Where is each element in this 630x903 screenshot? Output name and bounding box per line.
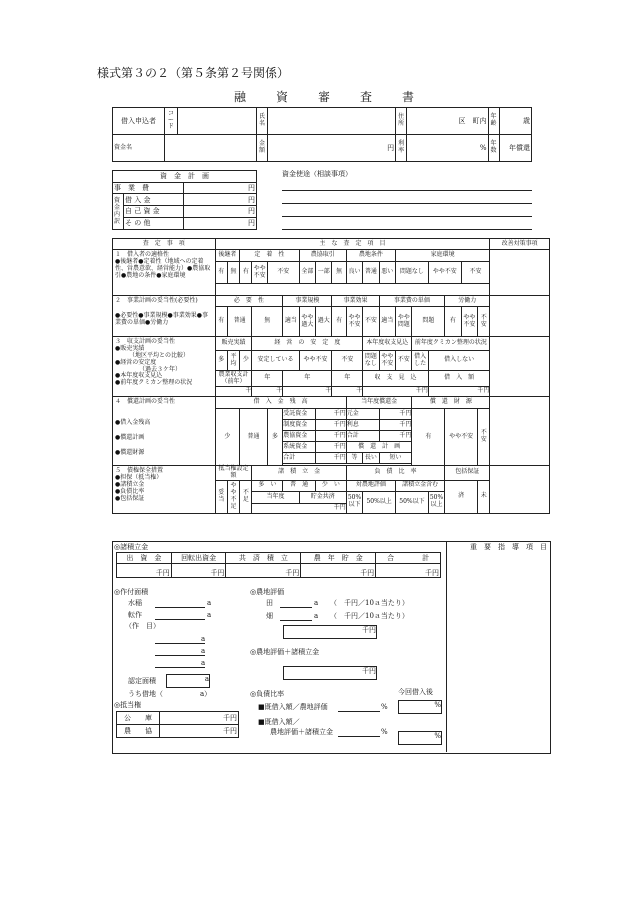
name-label: 氏名 xyxy=(257,108,268,135)
eval-total-box[interactable]: 千円 xyxy=(283,625,377,639)
option-cell[interactable]: 適当 xyxy=(283,307,299,337)
col-head: 家庭環境 xyxy=(396,250,490,262)
unit-cell: 千円 xyxy=(316,453,347,464)
applicant-table xyxy=(112,107,532,162)
header-main: 主 な 査 定 項 目 xyxy=(215,239,490,250)
section-desc: ●経営の安定度 xyxy=(115,358,157,366)
option-cell[interactable]: やや不安 xyxy=(428,262,461,284)
option-cell[interactable]: 全部 xyxy=(299,262,315,284)
option-cell[interactable]: 妥当 xyxy=(215,480,227,513)
improve-cell[interactable] xyxy=(490,250,550,296)
section-desc: ●本年度収支見込 xyxy=(115,372,163,380)
unit-cell: 千円 xyxy=(316,420,347,431)
years-unit: 年償還 xyxy=(499,135,532,162)
option-cell[interactable]: 平均 xyxy=(227,351,239,371)
option-cell[interactable]: 不足 xyxy=(240,480,252,513)
option-cell[interactable]: 多 xyxy=(215,351,227,371)
col-head: 包括保証 xyxy=(445,466,490,481)
funds-row-unit: 円 xyxy=(184,206,257,218)
funds-table xyxy=(112,170,257,230)
sub-head: 少 い xyxy=(316,480,347,491)
col-head: 前年度クミカン整理の状況 xyxy=(412,337,490,351)
col-head: 共 済 積 立 xyxy=(226,553,301,564)
option-cell[interactable]: やや過大 xyxy=(299,307,315,337)
unit-a: a xyxy=(314,599,319,607)
option-cell[interactable]: 不安 xyxy=(267,262,299,284)
usage-line[interactable] xyxy=(282,229,532,230)
option-cell[interactable]: 50%以上 xyxy=(428,491,444,513)
unit-a: a xyxy=(207,611,212,619)
section-desc: ●包括保証 xyxy=(115,494,145,502)
sub-head: 普 通 xyxy=(283,480,316,491)
repay-label: 合計 xyxy=(346,431,379,442)
col-head: 農 年 貯 金 xyxy=(301,553,376,564)
unit-cell: 千円 xyxy=(379,420,412,431)
per10a-text: （ 千円／10ａ当たり） xyxy=(330,599,409,607)
section-desc: ●販売実績 xyxy=(115,344,145,352)
ratio-line[interactable] xyxy=(338,711,380,712)
option-cell[interactable]: 有 xyxy=(215,262,227,284)
assessment-table xyxy=(112,238,550,514)
fusai-title: ◎負債比率 xyxy=(250,690,285,698)
koko-label: 公 庫 xyxy=(117,712,160,725)
option-cell[interactable]: 問題なし xyxy=(363,351,379,371)
col-head: 必 要 性 xyxy=(215,296,283,307)
page-title: 融 資 審 査 書 xyxy=(233,90,416,104)
section-desc: ●担保（抵当権） xyxy=(115,473,163,481)
ratio-line[interactable] xyxy=(338,736,380,737)
header-items: 査 定 事 項 xyxy=(113,239,216,250)
option-cell[interactable]: 悪い xyxy=(379,262,395,284)
option-cell[interactable]: 無 xyxy=(227,262,239,284)
option-cell[interactable]: やや不足 xyxy=(227,480,239,513)
option-cell[interactable]: 不安 xyxy=(478,307,490,337)
form-number: 様式第３の２（第５条第２号関係） xyxy=(97,66,290,80)
unit-a: a xyxy=(201,635,206,643)
option-cell[interactable]: 少 xyxy=(215,409,240,466)
usage-line[interactable] xyxy=(282,203,532,204)
address-label: 住所 xyxy=(396,108,407,135)
unit-cell: 千円 xyxy=(316,442,347,453)
improve-cell[interactable] xyxy=(490,337,550,397)
improve-cell[interactable] xyxy=(490,296,550,337)
section-desc: ●必要性●事業規模●事業効果●事業費の単価●労働力 xyxy=(115,311,208,326)
area-line[interactable] xyxy=(155,619,205,620)
option-cell[interactable]: 過大 xyxy=(316,307,332,337)
unit-cell: 千円 xyxy=(379,431,412,442)
option-cell[interactable]: 一部 xyxy=(316,262,332,284)
nochi-title: ◎農地評価 xyxy=(250,588,285,596)
hata-label: 畑 xyxy=(266,612,273,620)
section-desc: （過去３ケ年） xyxy=(139,365,182,373)
option-cell[interactable]: 問題なし xyxy=(396,262,429,284)
option-cell[interactable]: 長い xyxy=(363,453,379,464)
unit-cell: 千 xyxy=(332,387,363,397)
option-cell[interactable]: 有 xyxy=(445,307,461,337)
repay-plan-label: 償 還 計 画 xyxy=(346,442,412,453)
loan-name-field[interactable] xyxy=(164,135,256,162)
ratio2-box[interactable]: % xyxy=(398,731,442,745)
option-cell[interactable]: 普通 xyxy=(363,262,379,284)
savings-label: 貯金共済 xyxy=(299,491,346,503)
year-label: 年 xyxy=(332,371,363,387)
option-cell[interactable]: 等 xyxy=(346,453,362,464)
ward-text: 区 町内 xyxy=(407,108,488,135)
sekitate-title: ◎諸積立金 xyxy=(114,543,149,551)
nintei-box[interactable]: a xyxy=(166,674,210,688)
option-cell[interactable]: 有 xyxy=(332,307,346,337)
unit-a: a xyxy=(207,599,212,607)
code-field[interactable] xyxy=(177,108,256,135)
option-cell[interactable]: 借入した xyxy=(412,351,428,371)
age-label: 年齢 xyxy=(488,108,499,135)
unit-cell: 千 xyxy=(215,387,252,397)
section-desc: ●借入金残高 xyxy=(115,418,151,426)
savings-table xyxy=(116,552,441,578)
unit-cell: 千円 xyxy=(226,564,301,578)
nintei-label: 認定面積 xyxy=(128,677,156,685)
usage-line[interactable] xyxy=(282,190,532,191)
option-cell[interactable]: 有 xyxy=(412,409,445,466)
amount-yen: 円 xyxy=(268,135,396,162)
col-head: 事業費の単価 xyxy=(379,296,445,307)
income-label: 農業収支計（前年） xyxy=(215,371,252,387)
section-desc: ●前年度クミカン整理の状況 xyxy=(115,379,193,387)
pct: % xyxy=(381,728,388,736)
option-cell[interactable]: 良い xyxy=(346,262,362,284)
year-label: 年 xyxy=(252,371,283,387)
year-label: 年 xyxy=(283,371,332,387)
col-head: 販売実績 xyxy=(215,337,252,351)
option-cell[interactable]: 50%以下 xyxy=(346,491,362,513)
option-cell[interactable]: 有 xyxy=(240,262,252,284)
rate-label: 利率 xyxy=(396,135,407,162)
fund-type: 受託資金 xyxy=(283,409,316,420)
section-title: ３ 収支計画の妥当性 xyxy=(115,338,176,345)
option-cell[interactable]: やや不安 xyxy=(299,351,332,371)
col-head: 回転出資金 xyxy=(171,553,226,564)
option-cell[interactable]: 短い xyxy=(379,453,412,464)
col-head: 後継者 xyxy=(215,250,240,262)
nokyo-label: 農 協 xyxy=(117,725,160,738)
unit-cell: 千円 xyxy=(160,712,239,725)
col-head: 出 資 金 xyxy=(117,553,172,564)
funds-row-label: 事 業 費 xyxy=(113,182,184,194)
ratio1-box[interactable]: % xyxy=(398,700,442,714)
unit-cell: 千円 xyxy=(117,564,172,578)
col-head: 農協取引 xyxy=(299,250,346,262)
option-cell[interactable]: 不安 xyxy=(461,262,490,284)
option-cell[interactable]: 不安 xyxy=(332,351,363,371)
unit-cell: 千円 xyxy=(428,387,490,397)
ratio2b-label: 農地評価＋諸積立金 xyxy=(270,728,333,736)
balance-outlook-label: 収 支 見 込 xyxy=(363,371,429,387)
option-cell[interactable]: 無 xyxy=(252,307,283,337)
col-head: 農地条件 xyxy=(346,250,395,262)
option-cell[interactable]: 50%以上 xyxy=(363,491,396,513)
option-cell[interactable]: 不安 xyxy=(363,307,379,337)
option-cell[interactable]: 安定している xyxy=(252,351,299,371)
uchi-close: a） xyxy=(200,690,212,698)
col-head: 諸 積 立 金 xyxy=(252,466,346,481)
option-cell[interactable]: 普通 xyxy=(240,409,268,466)
sub-head: 多 い xyxy=(252,480,283,491)
unit-a: a xyxy=(314,612,319,620)
eval-line[interactable] xyxy=(280,620,312,621)
age-unit: 歳 xyxy=(499,108,532,135)
unit-cell: 千円 xyxy=(363,387,429,397)
usage-line[interactable] xyxy=(282,216,532,217)
option-cell[interactable]: やや不安 xyxy=(445,409,478,466)
col-head: 事業規模 xyxy=(283,296,332,307)
option-cell[interactable]: 普通 xyxy=(227,307,252,337)
unit-cell: 千円 xyxy=(379,409,412,420)
section-desc: ●償還財源 xyxy=(115,448,145,456)
option-cell[interactable]: 借入しない xyxy=(428,351,490,371)
mortgage-table xyxy=(116,711,239,738)
section-title: ２ 事業計画の妥当性(必要性) xyxy=(115,297,198,304)
ta-label: 田 xyxy=(266,599,273,607)
header-improve: 改善対策事項 xyxy=(490,239,550,250)
section-desc: （地区平均との比較） xyxy=(129,351,190,359)
option-cell[interactable]: 問題 xyxy=(412,307,445,337)
col-head: 抵当権設定額 xyxy=(215,466,252,481)
funds-row-unit: 円 xyxy=(184,194,257,206)
area-line[interactable] xyxy=(155,607,205,608)
col-head: 償 還 財 源 xyxy=(412,397,490,409)
col-head: 経 営 の 安 定 度 xyxy=(252,337,363,351)
option-cell[interactable]: 未 xyxy=(478,480,490,513)
col-head: 合 計 xyxy=(376,553,441,564)
option-cell[interactable]: 不安 xyxy=(478,409,490,466)
funds-row-unit: 円 xyxy=(184,182,257,194)
option-cell[interactable]: 有 xyxy=(215,307,227,337)
section-title: ５ 債権保全措置 xyxy=(115,467,164,474)
funds-row-label: 自 己 資 金 xyxy=(124,206,184,218)
section-desc: ●負債比率 xyxy=(115,487,145,495)
funds-title: 資 金 計 画 xyxy=(113,171,257,183)
unit-cell: 千円 xyxy=(301,564,376,578)
per10a-text: （ 千円／10ａ当たり） xyxy=(330,612,409,620)
sub-head: 対農地評価 xyxy=(346,480,395,491)
years-label: 年数 xyxy=(488,135,499,162)
fund-type: 制度資金 xyxy=(283,420,316,431)
col-head: 定 着 性 xyxy=(240,250,299,262)
area-line[interactable] xyxy=(155,643,205,644)
option-cell[interactable]: やや不安 xyxy=(252,262,267,284)
col-head: 事業効果 xyxy=(332,296,379,307)
rate-percent: % xyxy=(407,135,488,162)
funds-row-label: そ の 他 xyxy=(124,218,184,230)
suito-label: 水稲 xyxy=(128,599,142,607)
unit-cell: 千 xyxy=(283,387,332,397)
unit-cell: 千円 xyxy=(316,409,347,420)
col-head: 労働力 xyxy=(445,296,490,307)
area-line[interactable] xyxy=(155,667,205,668)
funds-side-label: 資金内訳 xyxy=(113,194,124,230)
option-cell[interactable]: 適当 xyxy=(379,307,395,337)
eval-line[interactable] xyxy=(280,607,312,608)
section-desc: ●後継者●定着性（地域への定着性、営農意欲、経営能力）●農協取引●農地の条件●家庭環境 xyxy=(115,257,211,279)
current-year-label: 当年度 xyxy=(252,491,299,503)
unit-cell: 千円 xyxy=(316,431,347,442)
col-head: 借 入 金 残 高 xyxy=(215,397,346,409)
nochi-plus-title: ◎農地評価＋諸積立金 xyxy=(250,648,320,656)
area-title: ◎作付面積 xyxy=(114,588,149,596)
applicant-label: 借入申込者 xyxy=(113,108,165,135)
uchi-label: うち借地（ xyxy=(128,690,163,698)
pct: % xyxy=(381,703,388,711)
col-head: 本年度収支見込 xyxy=(363,337,412,351)
repay-label: 元金 xyxy=(346,409,379,420)
teito-title: ◎抵当権 xyxy=(114,701,142,709)
option-cell[interactable]: 無 xyxy=(332,262,346,284)
fund-type: 系統資金 xyxy=(283,442,316,453)
borrow-amount-label: 借 入 額 xyxy=(428,371,490,387)
name-field[interactable] xyxy=(268,108,396,135)
col-head: 当年度償還金 xyxy=(346,397,412,409)
ratio1-label: ■既借入額／農地評価 xyxy=(258,703,328,711)
option-cell[interactable]: やや不安 xyxy=(461,307,477,337)
option-cell[interactable]: 50%以下 xyxy=(396,491,429,513)
ratio2a-label: ■既借入額／ xyxy=(258,718,300,726)
option-cell[interactable]: 不安 xyxy=(396,351,412,371)
improve-cell[interactable] xyxy=(490,397,550,466)
unit-cell: 千円 xyxy=(252,503,346,513)
usage-label: 資金使途（相談事項） xyxy=(282,170,352,178)
divider xyxy=(446,541,447,752)
unit-a: a xyxy=(201,647,206,655)
option-cell[interactable]: やや問題 xyxy=(396,307,412,337)
funds-row-label: 借 入 金 xyxy=(124,194,184,206)
fund-type: 合計 xyxy=(283,453,316,464)
code-label: コード xyxy=(164,108,177,135)
funds-row-unit: 円 xyxy=(184,218,257,230)
improve-cell[interactable] xyxy=(490,466,550,514)
col-head: 負 債 比 率 xyxy=(346,466,444,481)
option-cell[interactable]: 少 xyxy=(240,351,252,371)
section-desc: ●償還計画 xyxy=(115,433,145,441)
sub-head: 諸積立金含む xyxy=(396,480,445,491)
unit-cell: 千円 xyxy=(160,725,239,738)
section-title: ４ 償還計画の妥当性 xyxy=(115,398,176,405)
sakumoku-label: （作 目） xyxy=(125,622,160,630)
fund-type: 農協資金 xyxy=(283,431,316,442)
unit-a: a xyxy=(201,659,206,667)
option-cell[interactable]: やや不安 xyxy=(346,307,362,337)
option-cell[interactable]: やや不安 xyxy=(379,351,395,371)
unit-cell: 千円 xyxy=(171,564,226,578)
tensaku-label: 転作 xyxy=(128,611,142,619)
loan-name-label: 資金名 xyxy=(113,135,165,162)
konkai-label: 今回借入後 xyxy=(398,688,433,696)
unit-cell: 千円 xyxy=(376,564,441,578)
option-cell[interactable]: 多 xyxy=(267,409,282,466)
area-line[interactable] xyxy=(155,655,205,656)
amount-label: 金額 xyxy=(257,135,268,162)
section-title: １ 借入者の適格性 xyxy=(115,251,170,258)
eval-plus-box[interactable]: 千円 xyxy=(283,666,377,680)
unit-cell: 千 xyxy=(252,387,283,397)
section-desc: ●諸積立金 xyxy=(115,480,145,488)
option-cell[interactable]: 済 xyxy=(445,480,478,513)
repay-label: 利息 xyxy=(346,420,379,431)
guidance-title: 重 要 指 導 項 目 xyxy=(470,543,547,551)
